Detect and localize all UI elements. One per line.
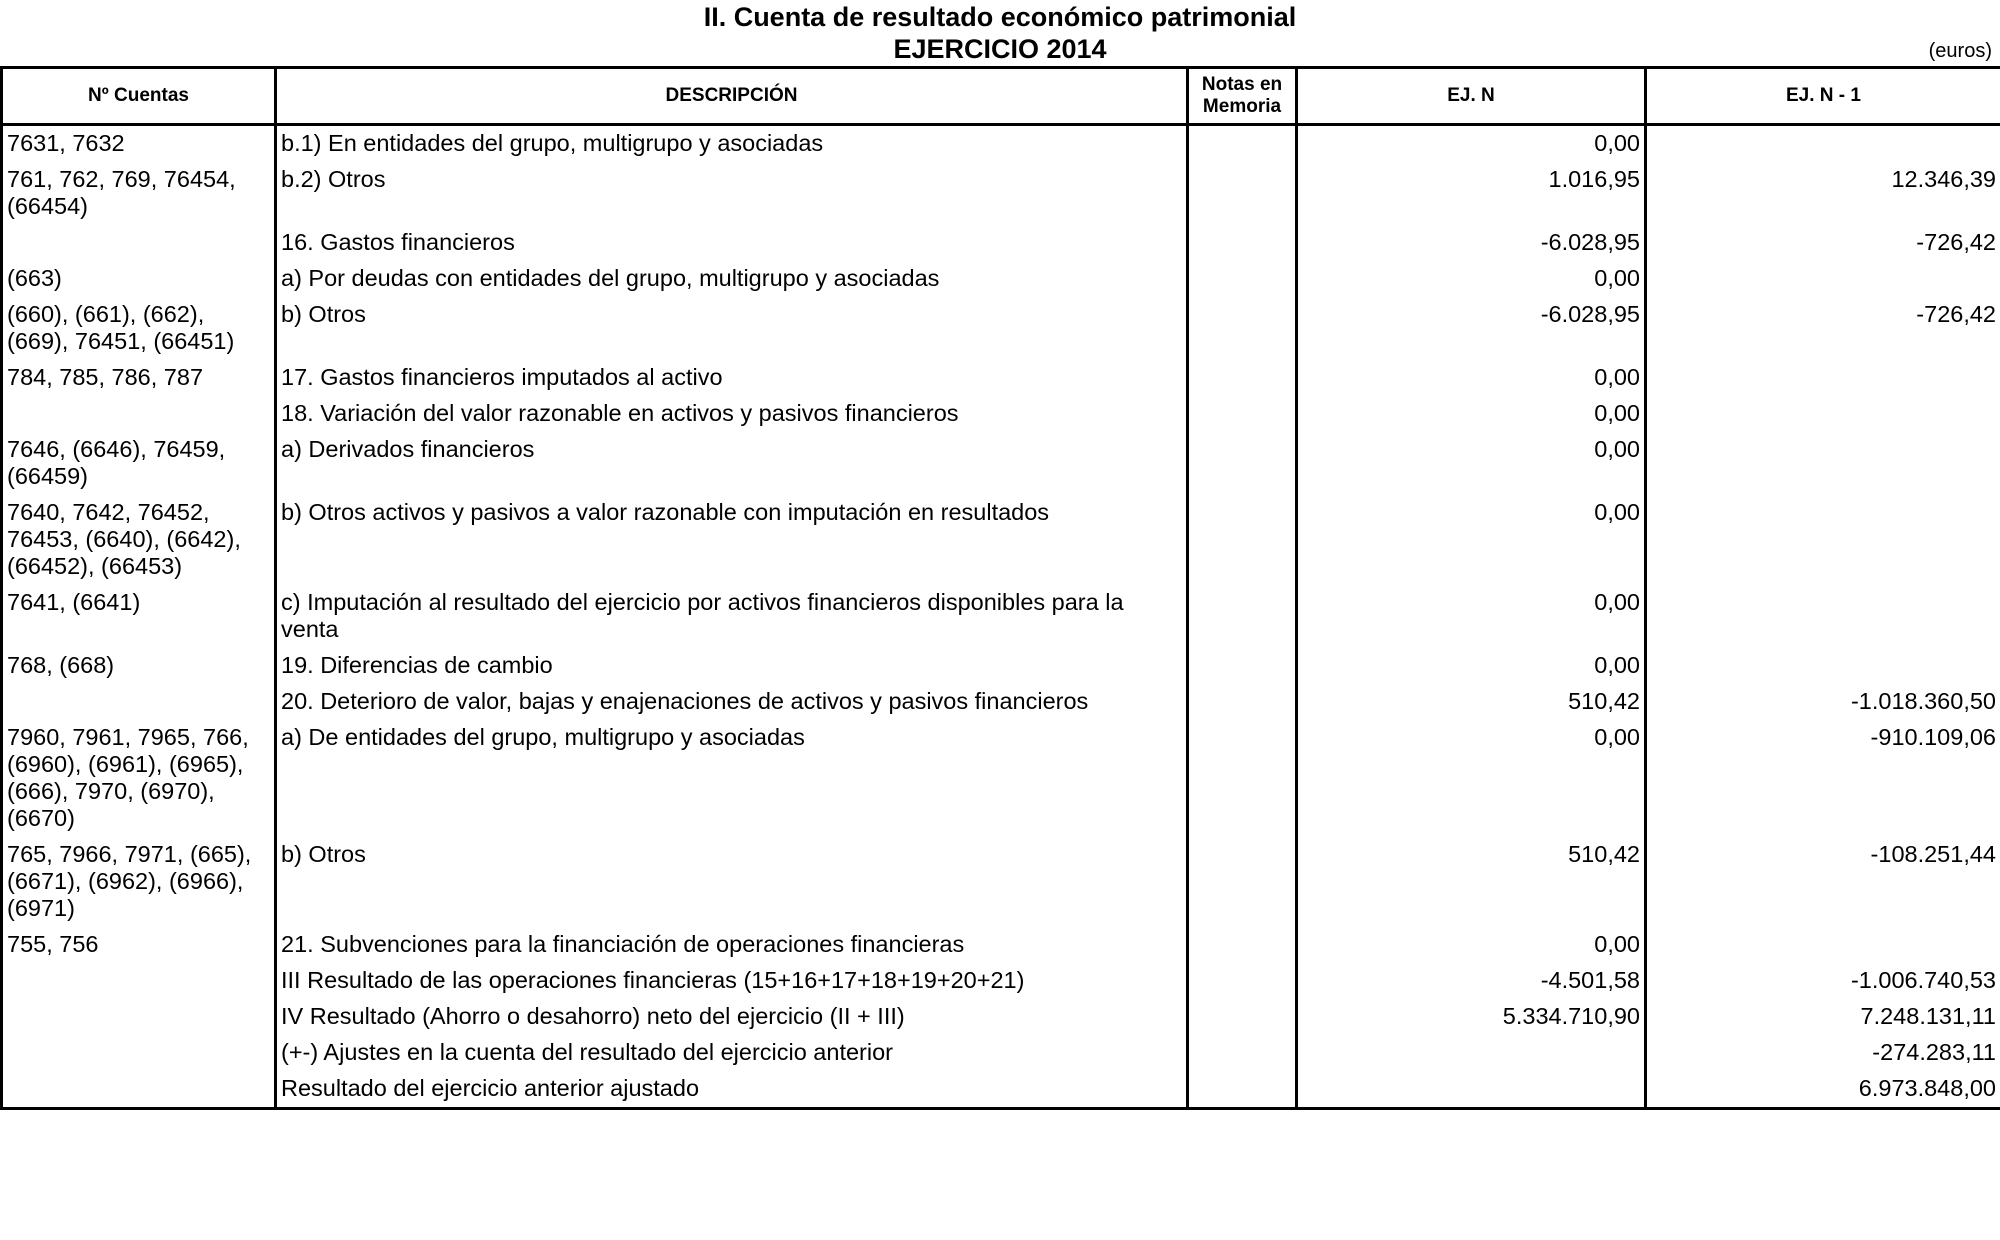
cell-ej-n1 (1646, 432, 2000, 495)
cell-cuentas (2, 225, 276, 261)
cell-cuentas (2, 999, 276, 1035)
cell-ej-n1: -910.109,06 (1646, 720, 2000, 837)
cell-cuentas (2, 1071, 276, 1109)
cell-ej-n1 (1646, 648, 2000, 684)
cell-ej-n: 0,00 (1297, 396, 1646, 432)
table-row (2, 999, 2000, 1035)
cell-ej-n: 510,42 (1297, 837, 1646, 927)
cell-ej-n1 (1646, 261, 2000, 297)
cell-ej-n: 0,00 (1297, 720, 1646, 837)
cell-ej-n1 (1646, 396, 2000, 432)
report-title: II. Cuenta de resultado económico patrimonial (703, 2, 1297, 32)
cell-ej-n: 0,00 (1297, 360, 1646, 396)
cell-notas (1188, 963, 1297, 999)
cell-descripcion: b.2) Otros (276, 162, 1188, 225)
cell-descripcion: c) Imputación al resultado del ejercicio por activos financieros disponibles para la venta (276, 585, 1188, 648)
col-header-notas-line1: Notas en (1201, 74, 1283, 95)
cell-ej-n: 0,00 (1297, 648, 1646, 684)
col-header-descripcion: DESCRIPCIÓN (276, 68, 1188, 125)
col-header-cuentas: Nº Cuentas (2, 68, 276, 125)
cell-descripcion: Resultado del ejercicio anterior ajustado (276, 1071, 1188, 1109)
cell-ej-n: 0,00 (1297, 585, 1646, 648)
table-row (2, 1035, 2000, 1071)
cell-descripcion: (+-) Ajustes en la cuenta del resultado del ejercicio anterior (276, 1035, 1188, 1071)
cell-descripcion: a) Derivados financieros (276, 432, 1188, 495)
cell-descripcion: 19. Diferencias de cambio (276, 648, 1188, 684)
cell-ej-n1: -108.251,44 (1646, 837, 2000, 927)
cell-ej-n: 0,00 (1297, 125, 1646, 163)
cell-descripcion: III Resultado de las operaciones financieras (15+16+17+18+19+20+21) (276, 963, 1188, 999)
cell-descripcion: 17. Gastos financieros imputados al activo (276, 360, 1188, 396)
table-row (2, 963, 2000, 999)
cell-ej-n1: -274.283,11 (1646, 1035, 2000, 1071)
cell-descripcion: 20. Deterioro de valor, bajas y enajenaciones de activos y pasivos financieros (276, 684, 1188, 720)
cell-cuentas (2, 1035, 276, 1071)
col-header-ej-n: EJ. N (1297, 68, 1646, 125)
cell-notas (1188, 999, 1297, 1035)
cell-cuentas: 768, (668) (2, 648, 276, 684)
cell-notas (1188, 432, 1297, 495)
table-row (2, 225, 2000, 261)
table-row (2, 1071, 2000, 1109)
cell-notas (1188, 495, 1297, 585)
cell-descripcion: a) Por deudas con entidades del grupo, multigrupo y asociadas (276, 261, 1188, 297)
table-row (2, 297, 2000, 360)
cell-cuentas: (660), (661), (662), (669), 76451, (66451) (2, 297, 276, 360)
table-row (2, 432, 2000, 495)
cell-cuentas (2, 396, 276, 432)
cell-ej-n1 (1646, 495, 2000, 585)
cell-notas (1188, 648, 1297, 684)
cell-descripcion: b) Otros (276, 837, 1188, 927)
table-row (2, 585, 2000, 648)
cell-ej-n1 (1646, 125, 2000, 163)
table-row (2, 648, 2000, 684)
cell-ej-n: 1.016,95 (1297, 162, 1646, 225)
cell-descripcion: 18. Variación del valor razonable en activos y pasivos financieros (276, 396, 1188, 432)
report-subtitle: EJERCICIO 2014 (893, 34, 1107, 64)
cell-ej-n: -6.028,95 (1297, 297, 1646, 360)
cell-descripcion: b.1) En entidades del grupo, multigrupo y asociadas (276, 125, 1188, 163)
cell-ej-n: 0,00 (1297, 927, 1646, 963)
cell-cuentas: 7960, 7961, 7965, 766, (6960), (6961), (6965), (666), 7970, (6970), (6670) (2, 720, 276, 837)
cell-ej-n1: -1.006.740,53 (1646, 963, 2000, 999)
cell-ej-n: 0,00 (1297, 495, 1646, 585)
cell-notas (1188, 261, 1297, 297)
cell-ej-n: 0,00 (1297, 432, 1646, 495)
cell-notas (1188, 360, 1297, 396)
cell-ej-n1 (1646, 360, 2000, 396)
cell-cuentas: 755, 756 (2, 927, 276, 963)
cell-cuentas: 7646, (6646), 76459, (66459) (2, 432, 276, 495)
table-row (2, 684, 2000, 720)
cell-ej-n: 510,42 (1297, 684, 1646, 720)
cell-cuentas: 761, 762, 769, 76454, (66454) (2, 162, 276, 225)
table-header-row (2, 68, 2000, 125)
cell-ej-n1: 12.346,39 (1646, 162, 2000, 225)
cell-cuentas (2, 684, 276, 720)
table-row (2, 396, 2000, 432)
table-row (2, 125, 2000, 163)
cell-notas (1188, 720, 1297, 837)
col-header-notas-line2: Memoria (1202, 96, 1282, 117)
cell-descripcion: b) Otros (276, 297, 1188, 360)
cell-descripcion: a) De entidades del grupo, multigrupo y asociadas (276, 720, 1188, 837)
cell-notas (1188, 396, 1297, 432)
cell-ej-n: -4.501,58 (1297, 963, 1646, 999)
cell-notas (1188, 225, 1297, 261)
cell-notas (1188, 585, 1297, 648)
table-row (2, 720, 2000, 837)
results-table (0, 66, 2000, 1110)
cell-notas (1188, 297, 1297, 360)
cell-ej-n (1297, 1035, 1646, 1071)
table-row (2, 261, 2000, 297)
cell-notas (1188, 837, 1297, 927)
cell-descripcion: IV Resultado (Ahorro o desahorro) neto del ejercicio (II + III) (276, 999, 1188, 1035)
cell-notas (1188, 684, 1297, 720)
table-row (2, 927, 2000, 963)
cell-ej-n (1297, 1071, 1646, 1109)
cell-ej-n: 0,00 (1297, 261, 1646, 297)
cell-cuentas: (663) (2, 261, 276, 297)
cell-notas (1188, 162, 1297, 225)
cell-notas (1188, 125, 1297, 163)
cell-ej-n1: -726,42 (1646, 225, 2000, 261)
table-row (2, 162, 2000, 225)
cell-ej-n1 (1646, 927, 2000, 963)
table-row (2, 495, 2000, 585)
cell-ej-n1: 6.973.848,00 (1646, 1071, 2000, 1109)
cell-notas (1188, 927, 1297, 963)
cell-ej-n1: -726,42 (1646, 297, 2000, 360)
cell-cuentas: 7640, 7642, 76452, 76453, (6640), (6642), (66452), (66453) (2, 495, 276, 585)
cell-notas (1188, 1035, 1297, 1071)
cell-descripcion: b) Otros activos y pasivos a valor razonable con imputación en resultados (276, 495, 1188, 585)
cell-ej-n1: 7.248.131,11 (1646, 999, 2000, 1035)
col-header-ej-n1: EJ. N - 1 (1646, 68, 2000, 125)
cell-cuentas: 784, 785, 786, 787 (2, 360, 276, 396)
cell-ej-n: -6.028,95 (1297, 225, 1646, 261)
cell-ej-n1: -1.018.360,50 (1646, 684, 2000, 720)
cell-ej-n: 5.334.710,90 (1297, 999, 1646, 1035)
cell-descripcion: 21. Subvenciones para la financiación de operaciones financieras (276, 927, 1188, 963)
table-row (2, 360, 2000, 396)
cell-cuentas (2, 963, 276, 999)
cell-ej-n1 (1646, 585, 2000, 648)
currency-unit: (euros) (1928, 40, 1992, 62)
cell-descripcion: 16. Gastos financieros (276, 225, 1188, 261)
cell-cuentas: 7631, 7632 (2, 125, 276, 163)
cell-cuentas: 7641, (6641) (2, 585, 276, 648)
cell-cuentas: 765, 7966, 7971, (665), (6671), (6962), (6966), (6971) (2, 837, 276, 927)
table-row (2, 837, 2000, 927)
col-header-notas (1188, 68, 1297, 125)
cell-notas (1188, 1071, 1297, 1109)
